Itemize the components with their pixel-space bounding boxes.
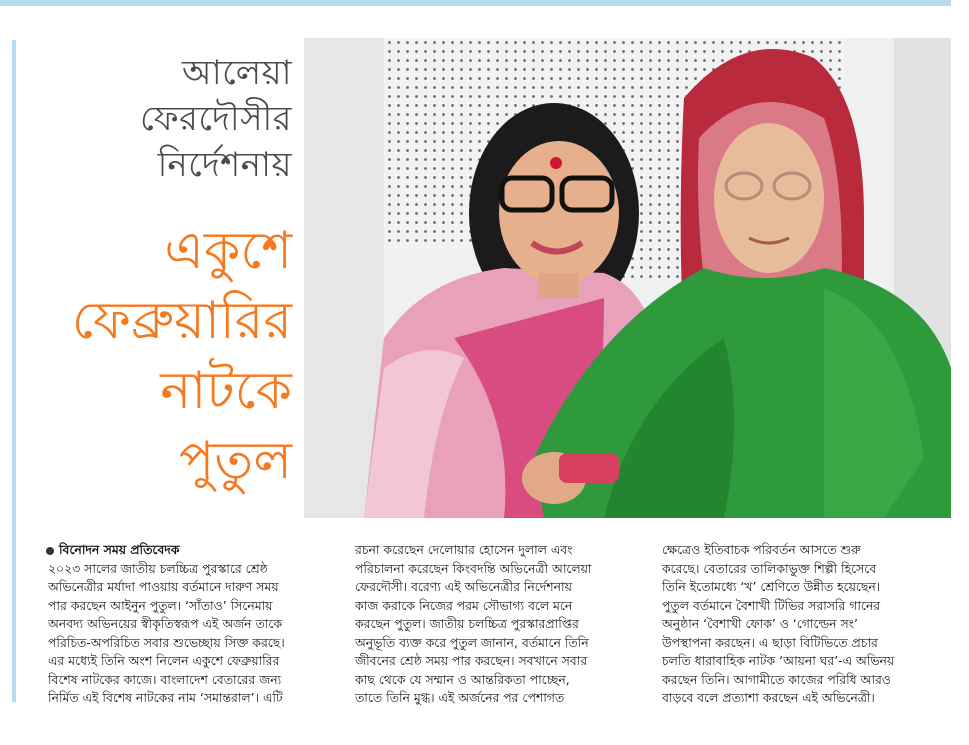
title-line: নাটকে (160, 361, 292, 421)
kicker-line: ফেরদৌসীর (140, 99, 292, 139)
text-line: পুতুল বর্তমানে বৈশাখী টিভির সরাসরি গানের (662, 597, 881, 613)
text-line: অভিনেত্রীর মর্যাদা পাওয়ায় বর্তমানে দারুণ সময় (48, 579, 279, 594)
article-column-2 (355, 541, 635, 708)
text-line: তাতে তিনি মুগ্ধ। এই অর্জনের পর পেশাগত (355, 690, 565, 705)
title-line: পুতুল (178, 431, 292, 491)
byline-text: বিনোদন সময় প্রতিবেদক (59, 542, 180, 557)
text-line: জীবনের শ্রেষ্ঠ সময় পার করছেন। সবখানে সবার (355, 653, 588, 668)
text-line: করেছে। বেতারের তালিকাভুক্ত শিল্পী হিসেবে (662, 560, 877, 576)
bullet-icon (46, 547, 54, 555)
text-line: এর মধ্যেই তিনি অংশ নিলেন একুশে ফেব্রুয়ারির (48, 653, 280, 668)
article-column-3 (662, 541, 942, 708)
title-line: ফেব্রুয়ারির (71, 291, 292, 351)
text-line: করছেন পুতুল। জাতীয় চলচ্চিত্র পুরস্কারপ্রাপ্তির (355, 616, 579, 631)
photo-illustration (304, 38, 951, 518)
kicker-line: আলেয়া (181, 53, 292, 93)
headline-kicker (30, 50, 292, 188)
text-line: কাজ করাকে নিজের পরম সৌভাগ্য বলে মনে (355, 597, 573, 613)
headline-title (30, 216, 292, 496)
text-line: পার করছেন আইনুন পুতুল। ‘সাঁতাও’ সিনেমায় (48, 597, 273, 613)
article-column-1 (48, 541, 328, 708)
text-line: ফেরদৌসী। বরেণ্য এই অভিনেত্রীর নির্দেশনায় (355, 579, 572, 594)
left-accent-bar (12, 40, 16, 702)
text-line: বিশেষ নাটকের কাজে। বাংলাদেশ বেতারের জন্য (48, 671, 282, 687)
article-photo (304, 38, 951, 518)
kicker-line: নির্দেশনায় (157, 145, 292, 185)
text-line: ২০২৩ সালের জাতীয় চলচ্চিত্র পুরস্কারে শ্রেষ্ঠ (48, 560, 268, 576)
text-line: কাছ থেকে যে সম্মান ও আন্তরিকতা পাচ্ছেন, (355, 671, 570, 687)
text-line: রচনা করেছেন দেলোয়ার হোসেন দুলাল এবং (355, 542, 573, 557)
text-line: তিনি ইতোমধ্যে ‘খ’ শ্রেণিতে উন্নীত হয়েছেন। (662, 579, 881, 594)
text-line: চলতি ধারাবাহিক নাটক ‘আয়না ঘর’-এ অভিনয় (662, 653, 895, 668)
text-line: করছেন তিনি। আগামীতে কাজের পরিধি আরও (662, 671, 891, 687)
text-line: পরিচিত-অপরিচিত সবার শুভেচ্ছায় সিক্ত করছে। (48, 634, 285, 650)
text-line: অনুভূতি ব্যক্ত করে পুতুল জানান, বর্তমানে তিনি (355, 634, 589, 650)
headline-block (30, 50, 292, 496)
top-rule (0, 0, 951, 6)
text-line: উপস্থাপনা করছেন। এ ছাড়া বিটিভিতে প্রচার (662, 634, 878, 650)
text-line: অনবদ্য অভিনয়ের স্বীকৃতিস্বরূপ এই অর্জন তাকে (48, 616, 283, 631)
text-line: ক্ষেত্রেও ইতিবাচক পরিবর্তন আসতে শুরু (662, 542, 861, 557)
text-line: অনুষ্ঠান ‘বৈশাখী ফোক’ ও ‘গোল্ডেন সং’ (662, 616, 858, 631)
title-line: একুশে (164, 221, 292, 281)
text-line: বাড়বে বলে প্রত্যাশা করছেন এই অভিনেত্রী। (662, 690, 875, 705)
text-line: নির্মিত এই বিশেষ নাটকের নাম ‘সমান্তরাল’। এটি (48, 690, 283, 705)
text-line: পরিচালনা করেছেন কিংবদন্তি অভিনেত্রী আলেয়া (355, 560, 592, 576)
byline (48, 541, 328, 560)
